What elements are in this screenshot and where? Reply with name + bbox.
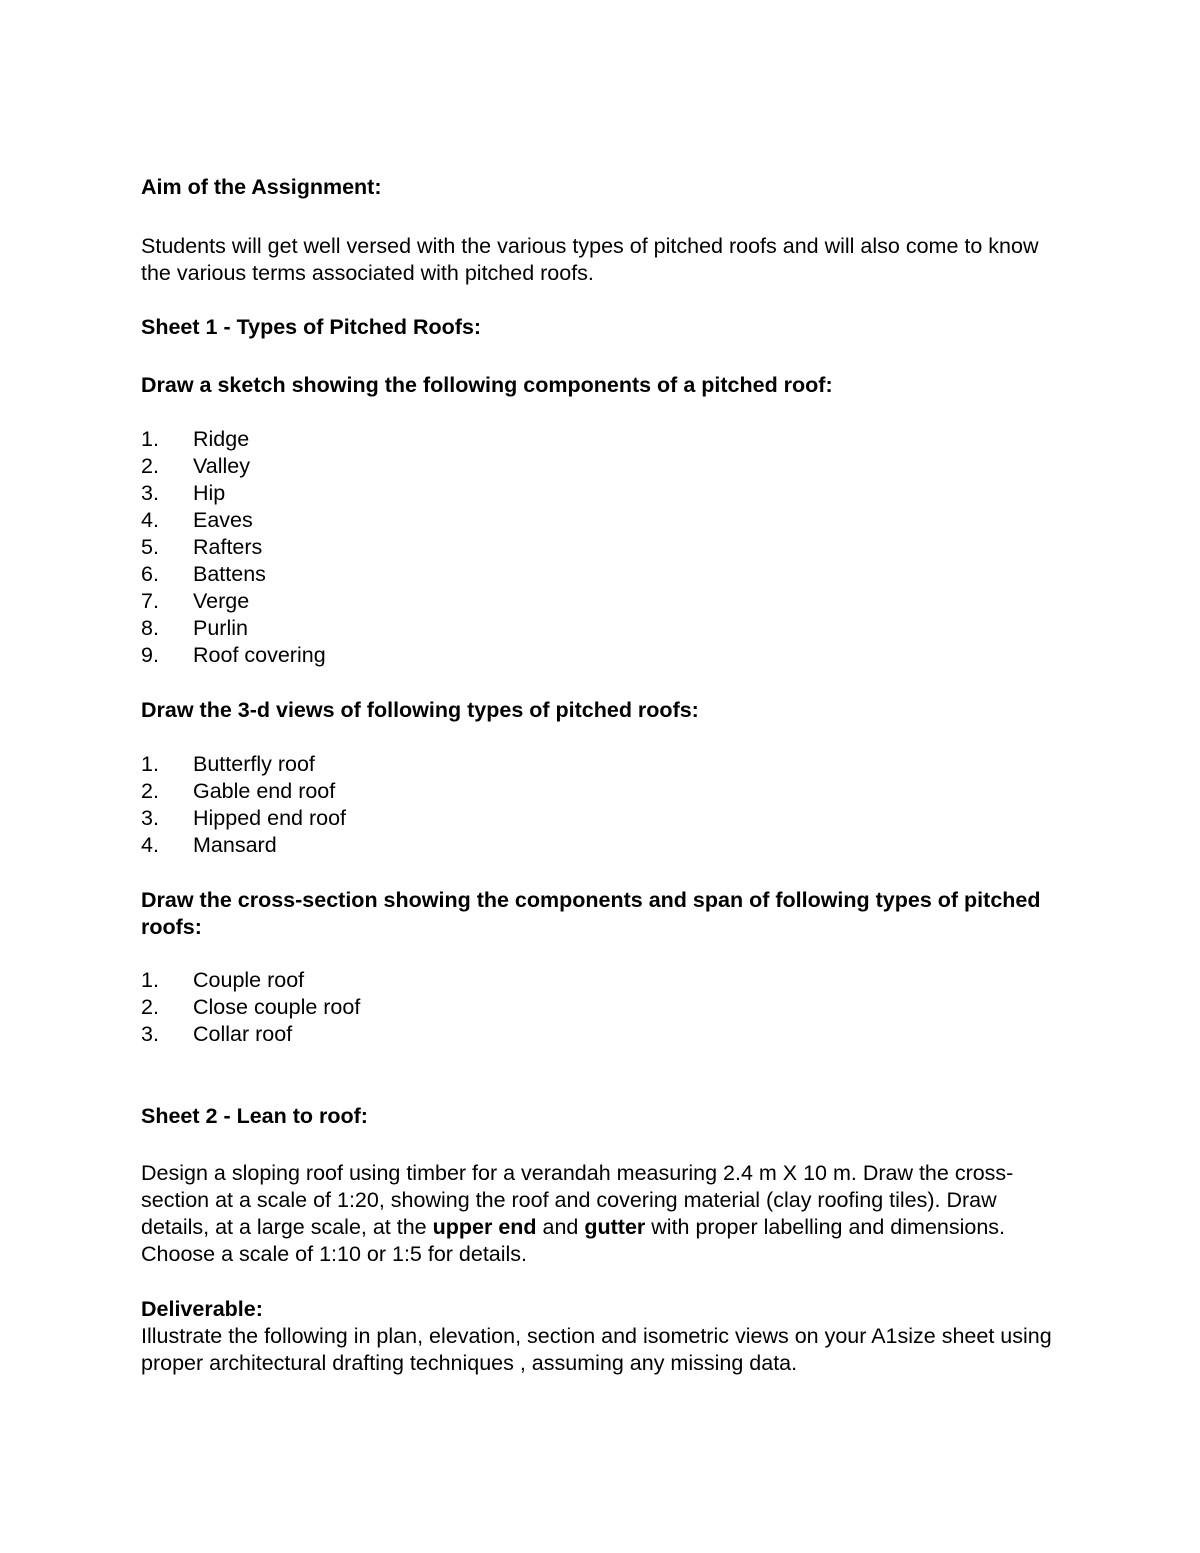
list-item bbox=[141, 642, 1061, 669]
list-item-text: Hipped end roof bbox=[193, 806, 346, 830]
sheet2-heading: Sheet 2 - Lean to roof: bbox=[141, 1104, 368, 1128]
list-item bbox=[141, 615, 1061, 642]
list-item bbox=[141, 832, 1061, 859]
list-item bbox=[141, 588, 1061, 615]
list-item-number: 8. bbox=[141, 616, 159, 640]
upper-end-emphasis: upper end bbox=[432, 1215, 537, 1239]
gutter-emphasis: gutter bbox=[584, 1215, 646, 1239]
list-item-number: 3. bbox=[141, 481, 159, 505]
list-item bbox=[141, 994, 1061, 1021]
list-item bbox=[141, 426, 1061, 453]
list-item-text: Eaves bbox=[193, 508, 253, 532]
deliverable-heading: Deliverable: bbox=[141, 1297, 263, 1321]
list-item-number: 1. bbox=[141, 752, 159, 776]
list-item-number: 5. bbox=[141, 535, 159, 559]
list-item-text: Hip bbox=[193, 481, 226, 505]
components-list bbox=[141, 426, 1061, 669]
list-item-number: 4. bbox=[141, 508, 159, 532]
list-item-number: 1. bbox=[141, 427, 159, 451]
list-item bbox=[141, 778, 1061, 805]
sheet2-body bbox=[141, 1160, 1061, 1268]
list-item-number: 2. bbox=[141, 995, 159, 1019]
list-item-number: 2. bbox=[141, 779, 159, 803]
list-item-number: 2. bbox=[141, 454, 159, 478]
list-item bbox=[141, 507, 1061, 534]
aim-body: Students will get well versed with the various types of pitched roofs and will also come to know the various terms associated with pitched roofs. bbox=[141, 234, 1039, 285]
list-item bbox=[141, 805, 1061, 832]
list-item-number: 7. bbox=[141, 589, 159, 613]
sheet2-body-part3: with proper labelling and dimensions. Choose a scale of 1:10 or 1:5 for details. bbox=[141, 1215, 1006, 1266]
section-heading: Draw the cross-section showing the components and span of following types of pitched roofs: bbox=[141, 888, 1041, 939]
list-item-number: 3. bbox=[141, 806, 159, 830]
list-item-text: Couple roof bbox=[193, 968, 305, 992]
list-item-number: 6. bbox=[141, 562, 159, 586]
list-item-text: Rafters bbox=[193, 535, 263, 559]
list-item bbox=[141, 453, 1061, 480]
list-item-number: 9. bbox=[141, 643, 159, 667]
list-item-text: Battens bbox=[193, 562, 266, 586]
aim-heading: Aim of the Assignment: bbox=[141, 175, 382, 199]
list-item-text: Roof covering bbox=[193, 643, 326, 667]
sketch-heading: Draw a sketch showing the following components of a pitched roof: bbox=[141, 373, 833, 397]
sheet2-body-part2: and bbox=[536, 1215, 585, 1239]
list-item-number: 3. bbox=[141, 1022, 159, 1046]
list-item-text: Verge bbox=[193, 589, 250, 613]
sections-list bbox=[141, 967, 1061, 1048]
list-item bbox=[141, 751, 1061, 778]
sheet1-heading: Sheet 1 - Types of Pitched Roofs: bbox=[141, 315, 482, 339]
list-item-text: Close couple roof bbox=[193, 995, 361, 1019]
list-item bbox=[141, 480, 1061, 507]
list-item-text: Purlin bbox=[193, 616, 248, 640]
deliverable-body: Illustrate the following in plan, elevation, section and isometric views on your A1size sheet using proper architectural drafting techniques , assuming any missing data. bbox=[141, 1324, 1052, 1375]
list-item-text: Mansard bbox=[193, 833, 277, 857]
list-item-text: Ridge bbox=[193, 427, 250, 451]
list-item-text: Gable end roof bbox=[193, 779, 336, 803]
list-item bbox=[141, 561, 1061, 588]
list-item-text: Valley bbox=[193, 454, 250, 478]
list-item bbox=[141, 1021, 1061, 1048]
sheet2-body-part1: Design a sloping roof using timber for a verandah measuring 2.4 m X 10 m. Draw the cross-section at a scale of 1:20, showing the roof and covering material (clay roofing tiles). Draw details, at a large scale, at the bbox=[141, 1161, 1014, 1239]
views-list bbox=[141, 751, 1061, 859]
views-heading: Draw the 3-d views of following types of pitched roofs: bbox=[141, 698, 699, 722]
list-item bbox=[141, 967, 1061, 994]
list-item-number: 1. bbox=[141, 968, 159, 992]
list-item bbox=[141, 534, 1061, 561]
list-item-text: Collar roof bbox=[193, 1022, 293, 1046]
list-item-text: Butterfly roof bbox=[193, 752, 315, 776]
list-item-number: 4. bbox=[141, 833, 159, 857]
